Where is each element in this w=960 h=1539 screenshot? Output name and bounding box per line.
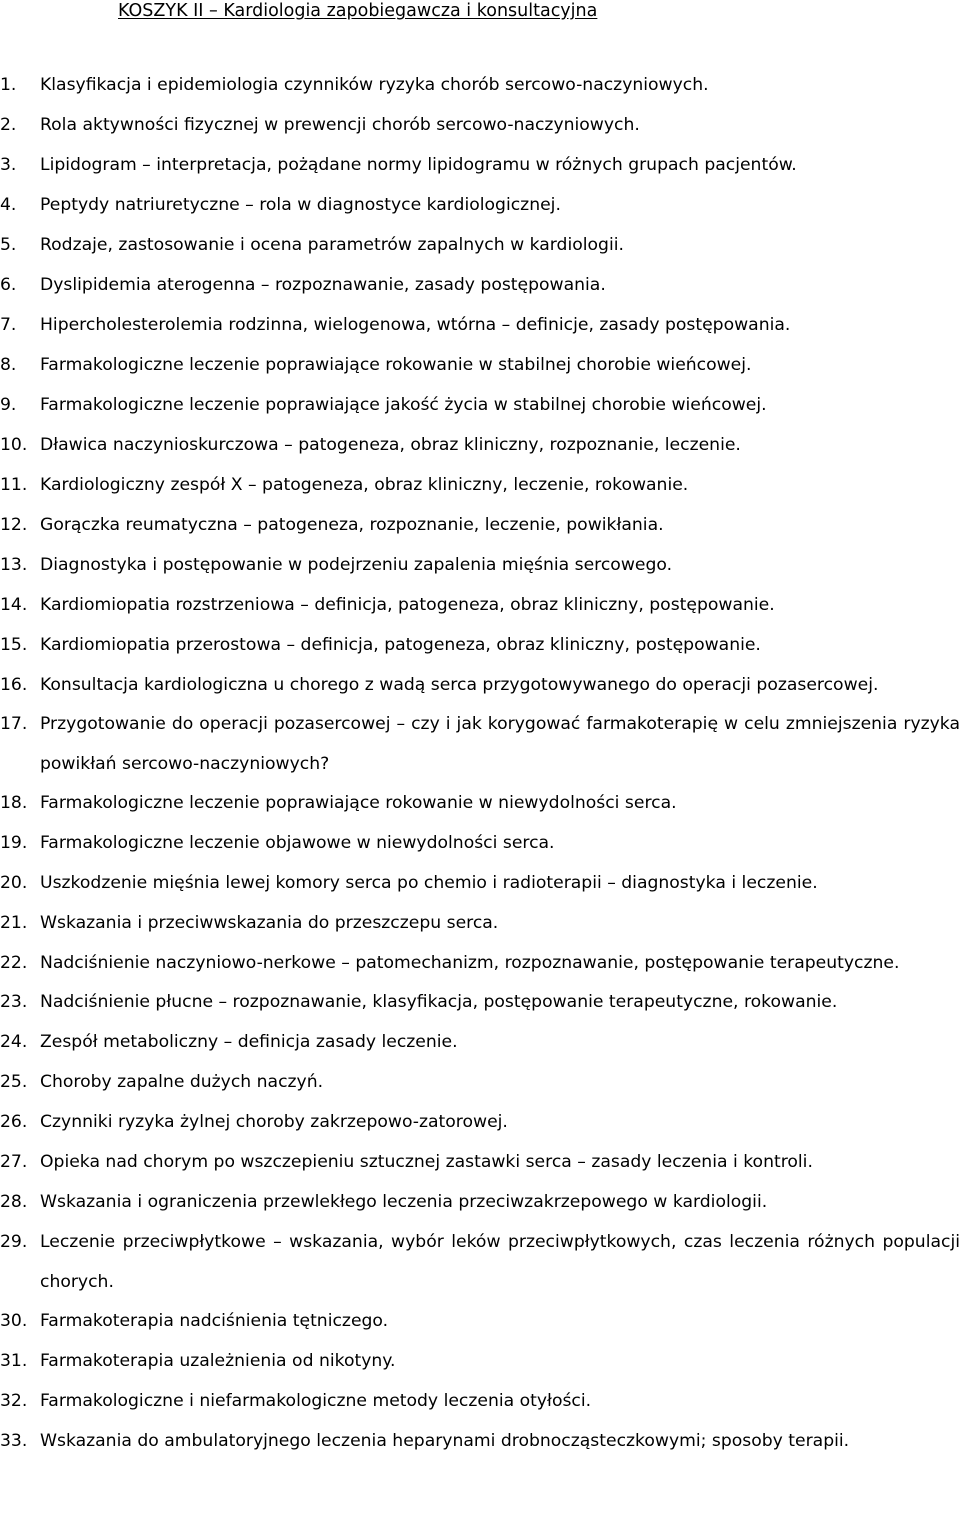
item-number: 25. — [0, 1072, 28, 1092]
item-text: Opieka nad chorym po wszczepieniu sztucznej zastawki serca – zasady leczenia i kontroli. — [40, 1152, 813, 1172]
list-item — [0, 1424, 960, 1459]
item-text: Nadciśnienie naczyniowo-nerkowe – patomechanizm, rozpoznawanie, postępowanie terapeutyczne. — [40, 953, 900, 973]
item-number: 12. — [0, 515, 28, 535]
item-number: 29. — [0, 1232, 28, 1252]
item-number: 7. — [0, 315, 17, 335]
item-number: 28. — [0, 1192, 28, 1212]
item-text: Rola aktywności fizycznej w prewencji chorób sercowo-naczyniowych. — [40, 115, 640, 135]
item-text: Farmakoterapia nadciśnienia tętniczego. — [40, 1311, 389, 1331]
item-text: Farmakologiczne leczenie poprawiające rokowanie w stabilnej chorobie wieńcowej. — [40, 355, 752, 375]
item-text: Farmakologiczne leczenie objawowe w niewydolności serca. — [40, 833, 555, 853]
item-number: 32. — [0, 1391, 28, 1411]
item-text: Czynniki ryzyka żylnej choroby zakrzepowo-zatorowej. — [40, 1112, 508, 1132]
list-item — [0, 1185, 960, 1220]
item-text: Zespół metaboliczny – definicja zasady leczenie. — [40, 1032, 458, 1052]
list-item — [0, 348, 960, 383]
item-number: 26. — [0, 1112, 28, 1132]
list-item — [0, 588, 960, 623]
item-number: 4. — [0, 195, 17, 215]
item-text: Wskazania do ambulatoryjnego leczenia heparynami drobnocząsteczkowymi; sposoby terapii. — [40, 1431, 850, 1451]
item-number: 11. — [0, 475, 28, 495]
item-text: Farmakologiczne leczenie poprawiające jakość życia w stabilnej chorobie wieńcowej. — [40, 395, 767, 415]
list-item — [0, 665, 960, 705]
item-text: Nadciśnienie płucne – rozpoznawanie, klasyfikacja, postępowanie terapeutyczne, rokowanie. — [40, 992, 838, 1012]
item-text: Uszkodzenie mięśnia lewej komory serca po chemio i radioterapii – diagnostyka i leczenie. — [40, 873, 818, 893]
item-number: 10. — [0, 435, 28, 455]
list-item — [0, 1065, 960, 1100]
item-number: 33. — [0, 1431, 28, 1451]
list-item — [0, 268, 960, 303]
list-item — [0, 1384, 960, 1419]
list-item — [0, 943, 960, 983]
list-item — [0, 704, 960, 784]
item-text: Peptydy natriuretyczne – rola w diagnostyce kardiologicznej. — [40, 195, 561, 215]
item-number: 8. — [0, 355, 17, 375]
item-number: 15. — [0, 635, 28, 655]
item-text: Diagnostyka i postępowanie w podejrzeniu zapalenia mięśnia sercowego. — [40, 555, 673, 575]
list-item — [0, 68, 960, 103]
item-number: 30. — [0, 1311, 28, 1331]
list-item — [0, 1222, 960, 1302]
item-text: Choroby zapalne dużych naczyń. — [40, 1072, 324, 1092]
list-item — [0, 508, 960, 543]
list-item — [0, 1145, 960, 1180]
list-item — [0, 188, 960, 223]
item-text: Kardiomiopatia rozstrzeniowa – definicja, patogeneza, obraz kliniczny, postępowanie. — [40, 595, 775, 615]
list-item — [0, 428, 960, 463]
item-text: Wskazania i przeciwwskazania do przeszczepu serca. — [40, 913, 499, 933]
item-number: 21. — [0, 913, 28, 933]
item-number: 20. — [0, 873, 28, 893]
item-number: 24. — [0, 1032, 28, 1052]
item-text: Farmakoterapia uzależnienia od nikotyny. — [40, 1351, 396, 1371]
item-text: Farmakologiczne i niefarmakologiczne metody leczenia otyłości. — [40, 1391, 592, 1411]
document-title: KOSZYK II – Kardiologia zapobiegawcza i konsultacyjna — [118, 1, 598, 21]
item-text: Gorączka reumatyczna – patogeneza, rozpoznanie, leczenie, powikłania. — [40, 515, 664, 535]
item-text: Lipidogram – interpretacja, pożądane normy lipidogramu w różnych grupach pacjentów. — [40, 155, 797, 175]
item-number: 31. — [0, 1351, 28, 1371]
item-number: 9. — [0, 395, 17, 415]
item-text: Kardiomiopatia przerostowa – definicja, patogeneza, obraz kliniczny, postępowanie. — [40, 635, 761, 655]
item-number: 23. — [0, 992, 28, 1012]
list-item — [0, 388, 960, 423]
item-number: 17. — [0, 714, 28, 734]
item-number: 1. — [0, 75, 17, 95]
item-text: Klasyfikacja i epidemiologia czynników ryzyka chorób sercowo-naczyniowych. — [40, 75, 709, 95]
list-item — [0, 985, 960, 1020]
item-number: 19. — [0, 833, 28, 853]
item-text: Przygotowanie do operacji pozasercowej – czy i jak korygować farmakoterapię w celu zmniejszenia ryzyka powikłań sercowo-naczyniowych? — [40, 714, 960, 774]
list-item — [0, 826, 960, 861]
item-text: Hipercholesterolemia rodzinna, wielogenowa, wtórna – definicje, zasady postępowania. — [40, 315, 791, 335]
list-item — [0, 866, 960, 901]
item-number: 27. — [0, 1152, 28, 1172]
topic-list — [0, 68, 960, 1464]
list-item — [0, 1025, 960, 1060]
item-text: Wskazania i ograniczenia przewlekłego leczenia przeciwzakrzepowego w kardiologii. — [40, 1192, 768, 1212]
item-number: 14. — [0, 595, 28, 615]
item-number: 16. — [0, 675, 28, 695]
list-item — [0, 148, 960, 183]
list-item — [0, 468, 960, 503]
item-text: Rodzaje, zastosowanie i ocena parametrów zapalnych w kardiologii. — [40, 235, 624, 255]
list-item — [0, 108, 960, 143]
item-text: Dyslipidemia aterogenna – rozpoznawanie, zasady postępowania. — [40, 275, 606, 295]
item-number: 22. — [0, 953, 28, 973]
list-item — [0, 1304, 960, 1339]
item-number: 3. — [0, 155, 17, 175]
list-item — [0, 1344, 960, 1379]
list-item — [0, 228, 960, 263]
list-item — [0, 906, 960, 941]
item-number: 18. — [0, 793, 28, 813]
item-text: Farmakologiczne leczenie poprawiające rokowanie w niewydolności serca. — [40, 793, 677, 813]
list-item — [0, 548, 960, 583]
list-item — [0, 1105, 960, 1140]
item-text: Konsultacja kardiologiczna u chorego z wadą serca przygotowywanego do operacji pozasercowej. — [40, 675, 879, 695]
list-item — [0, 308, 960, 343]
list-item — [0, 786, 960, 821]
item-text: Dławica naczynioskurczowa – patogeneza, obraz kliniczny, rozpoznanie, leczenie. — [40, 435, 741, 455]
item-text: Leczenie przeciwpłytkowe – wskazania, wybór leków przeciwpłytkowych, czas leczenia różnych populacji chorych. — [40, 1232, 960, 1292]
list-item — [0, 628, 960, 663]
item-number: 13. — [0, 555, 28, 575]
item-number: 5. — [0, 235, 17, 255]
item-number: 6. — [0, 275, 17, 295]
item-number: 2. — [0, 115, 17, 135]
item-text: Kardiologiczny zespół X – patogeneza, obraz kliniczny, leczenie, rokowanie. — [40, 475, 689, 495]
